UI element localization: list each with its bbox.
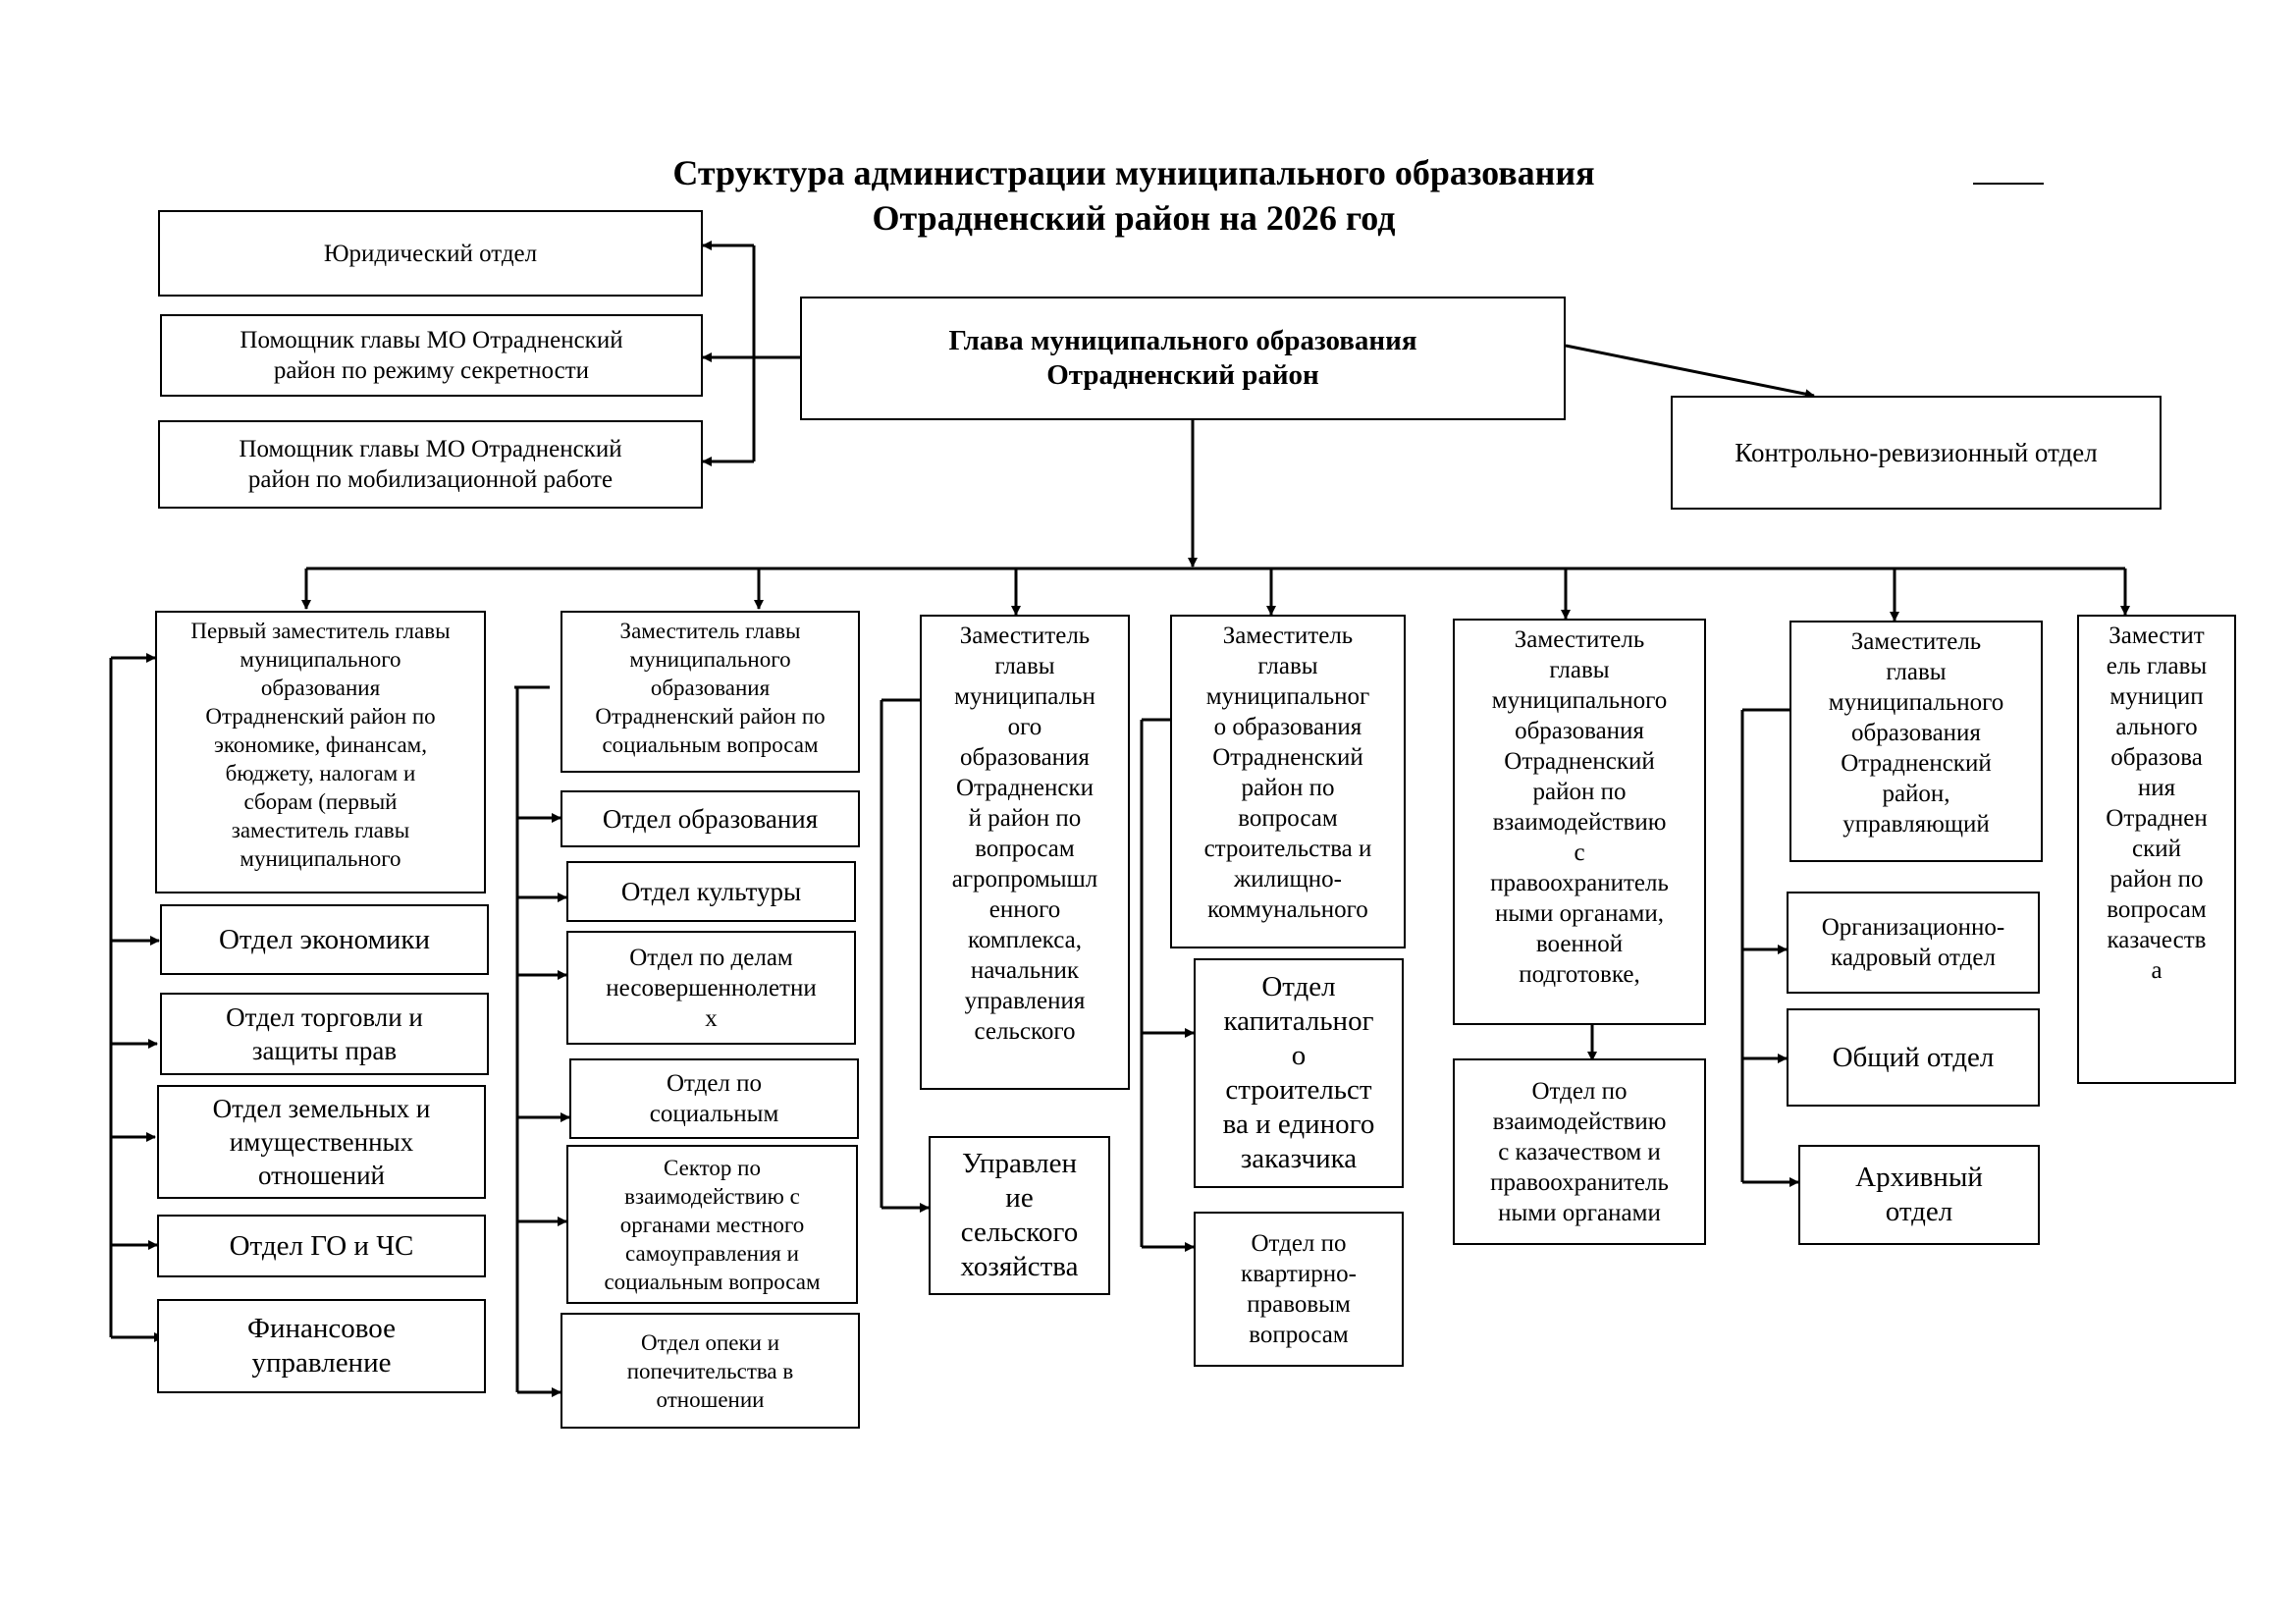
land-property-department-box: Отдел земельных и имущественных отношений	[157, 1085, 486, 1199]
culture-department-box: Отдел культуры	[566, 861, 856, 922]
juvenile-affairs-department-box: Отдел по делам несовершеннолетни х	[566, 931, 856, 1045]
trade-consumer-rights-box: Отдел торговли и защиты прав	[160, 993, 489, 1075]
secrecy-assistant-box: Помощник главы МО Отрадненский район по режиму секретности	[160, 314, 703, 397]
deputy-social-box: Заместитель главы муниципального образования Отрадненский район по социальным вопросам	[561, 611, 860, 773]
chart-title-line-2: Отрадненский район на 2026 год	[872, 198, 1396, 238]
local-government-sector-box: Сектор по взаимодействию с органами местного самоуправления и социальным вопросам	[566, 1145, 858, 1304]
head-of-municipality-box: Глава муниципального образования Отрадненский район	[800, 297, 1566, 420]
agriculture-administration-box: Управлен ие сельского хозяйства	[929, 1136, 1110, 1295]
hr-department-box: Организационно- кадровый отдел	[1787, 892, 2040, 994]
deputy-construction-box: Заместитель главы муниципальног о образования Отрадненский район по вопросам строительства и жилищно- коммунального	[1170, 615, 1406, 948]
deputy-cossacks-box: Заместит ель главы муницип ального образова ния Отраднен ский район по вопросам казачеств а	[2077, 615, 2236, 1084]
general-department-box: Общий отдел	[1787, 1008, 2040, 1107]
civil-defense-department-box: Отдел ГО и ЧС	[157, 1215, 486, 1277]
housing-legal-department-box: Отдел по квартирно- правовым вопросам	[1194, 1212, 1404, 1367]
capital-construction-department-box: Отдел капитальног о строительст ва и единого заказчика	[1194, 958, 1404, 1188]
title-underline-mark	[1973, 147, 2044, 185]
deputy-law-enforcement-box: Заместитель главы муниципального образования Отрадненский район по взаимодействию с правоохранитель ными органами, военной подготовке,	[1453, 619, 1706, 1025]
finance-administration-box: Финансовое управление	[157, 1299, 486, 1393]
chart-title-line-1: Структура администрации муниципального образования	[672, 153, 1595, 192]
legal-department-box: Юридический отдел	[158, 210, 703, 297]
economy-department-box: Отдел экономики	[160, 904, 489, 975]
audit-department-box: Контрольно-ревизионный отдел	[1671, 396, 2162, 510]
mobilization-assistant-box: Помощник главы МО Отрадненский район по мобилизационной работе	[158, 420, 703, 509]
deputy-agriculture-box: Заместитель главы муниципальн ого образования Отрадненски й район по вопросам агропромышл енного комплекса, начальник управления сельского	[920, 615, 1130, 1090]
guardianship-department-box: Отдел опеки и попечительства в отношении	[561, 1313, 860, 1429]
archive-department-box: Архивный отдел	[1798, 1145, 2040, 1245]
cossacks-law-enforcement-department-box: Отдел по взаимодействию с казачеством и правоохранитель ными органами	[1453, 1058, 1706, 1245]
first-deputy-economy-box: Первый заместитель главы муниципального образования Отрадненский район по экономике, финансам, бюджету, налогам и сборам (первый заместитель главы муниципального	[155, 611, 486, 893]
education-department-box: Отдел образования	[561, 790, 860, 847]
social-department-box: Отдел по социальным	[569, 1058, 859, 1139]
deputy-managing-box: Заместитель главы муниципального образования Отрадненский район, управляющий	[1789, 621, 2043, 862]
